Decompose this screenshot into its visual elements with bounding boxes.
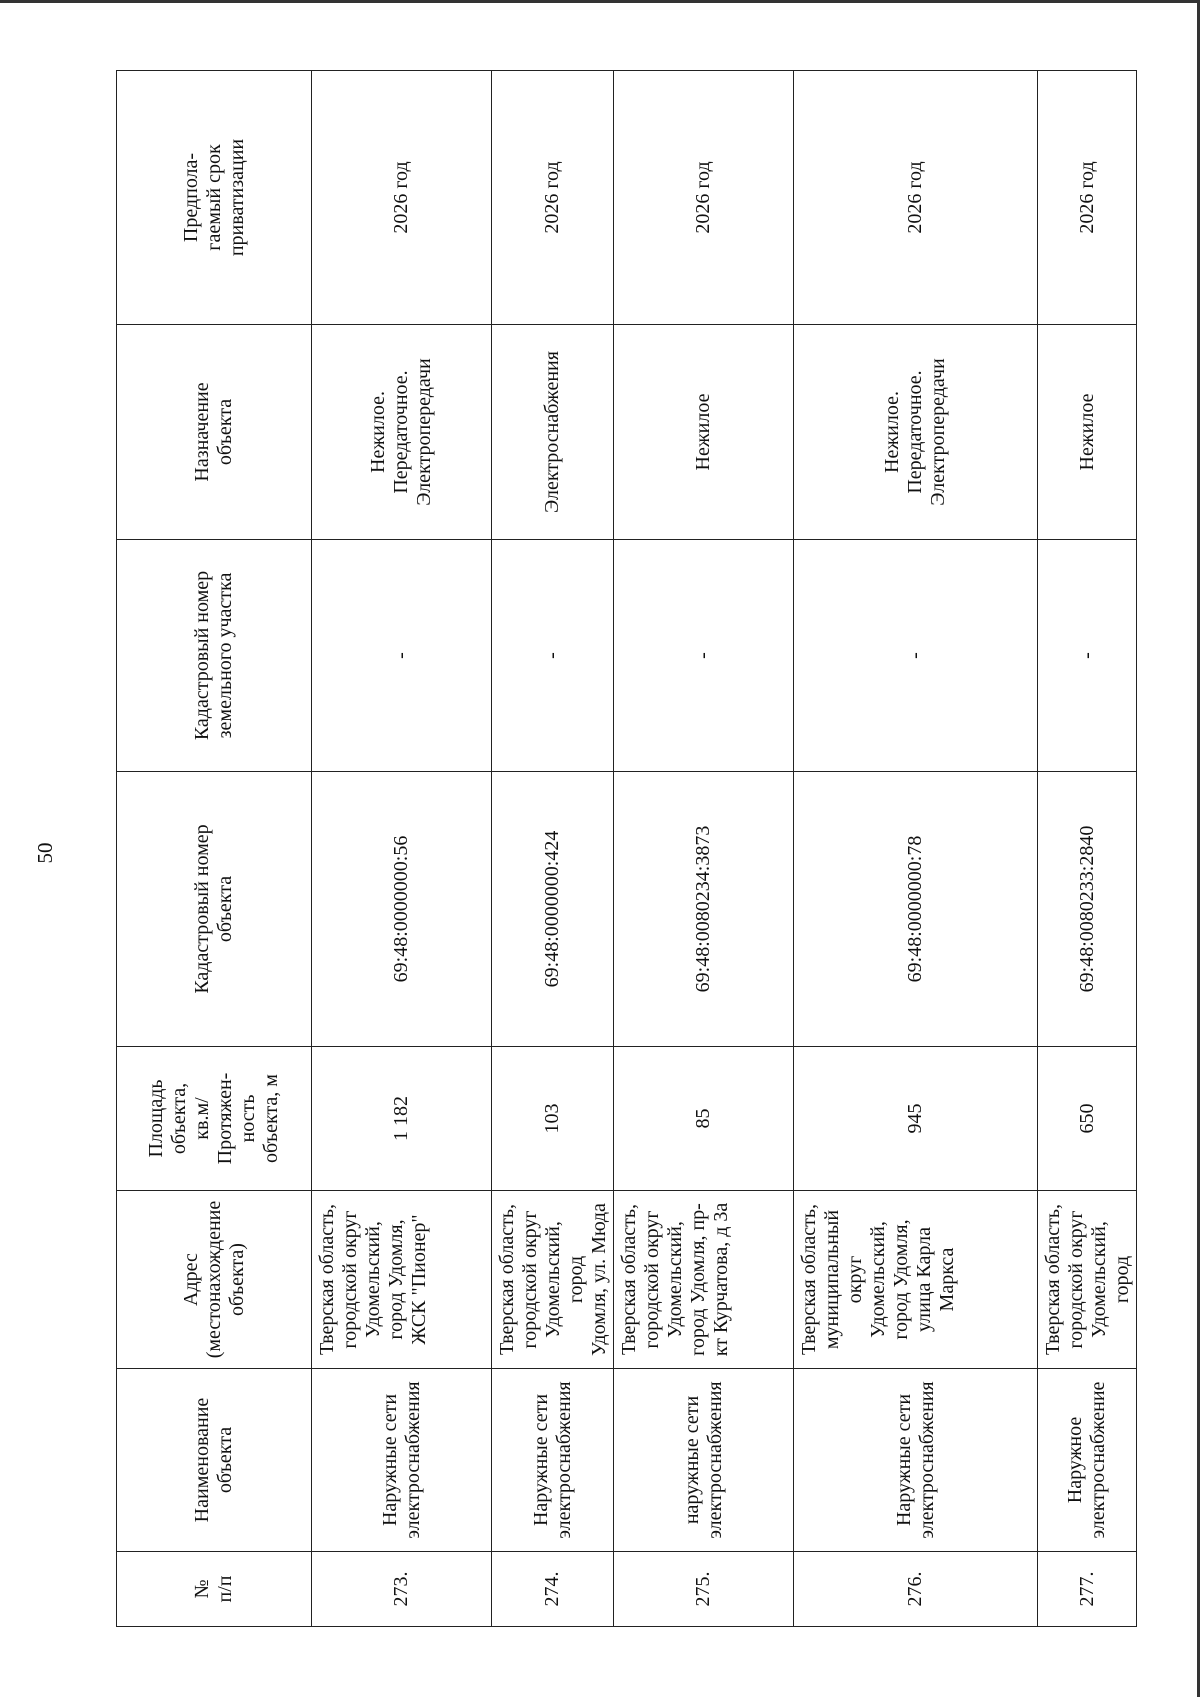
cell-cadastral-land (312, 540, 492, 772)
cell-address (794, 1191, 1038, 1369)
cell-address (492, 1191, 614, 1369)
property-table (116, 70, 1137, 1627)
cell-cadastral-land (794, 540, 1038, 772)
header-purpose-text: Назначение объекта (191, 382, 236, 482)
cell-area-text: 103 (541, 1103, 563, 1134)
cell-purpose-text: Нежилое (692, 393, 714, 471)
cell-cadastral-object (614, 772, 794, 1047)
cell-address-text: Тверская область, городской округ Удомельский, город (1042, 1203, 1133, 1356)
cell-name-text: Наружные сети электроснабжения (529, 1381, 575, 1539)
cell-area-text: 1 182 (390, 1096, 412, 1141)
cell-cadastral-land-text: - (692, 652, 714, 659)
table-row (312, 71, 492, 1627)
cell-name-text: Наружные сети электроснабжения (892, 1381, 938, 1539)
cell-address-text: Тверская область, городской округ Удомельский, город Удомля, пр- кт Курчатова, д 3а (618, 1202, 732, 1357)
cell-num-text: 276. (904, 1571, 926, 1607)
cell-area (614, 1047, 794, 1191)
cell-purpose (794, 325, 1038, 540)
cell-cadastral-object-text: 69:48:0000000:424 (541, 830, 563, 988)
header-purpose (117, 325, 312, 540)
cell-cadastral-land (1038, 540, 1137, 772)
cell-cadastral-object (1038, 772, 1137, 1047)
cell-num (614, 1552, 794, 1627)
cell-purpose-text: Нежилое. Передаточное. Электропередачи (881, 358, 949, 506)
cell-address-text: Тверская область, городской округ Удомельский, город Удомля, ЖСК "Пионер" (316, 1203, 430, 1356)
header-name (117, 1369, 312, 1552)
table-row (794, 71, 1038, 1627)
cell-area (312, 1047, 492, 1191)
cell-area-text: 85 (692, 1108, 714, 1129)
rotated-table-wrapper (116, 71, 1133, 1627)
cell-purpose (492, 325, 614, 540)
cell-area (794, 1047, 1038, 1191)
scan-border-top (0, 0, 1200, 3)
header-address (117, 1191, 312, 1369)
cell-term (794, 71, 1038, 325)
cell-num (492, 1552, 614, 1627)
cell-term-text: 2026 год (390, 161, 412, 234)
cell-address (1038, 1191, 1137, 1369)
cell-purpose-text: Нежилое. Передаточное. Электропередачи (367, 358, 435, 506)
cell-name-text: Наружное электроснабжение (1064, 1381, 1109, 1539)
cell-name (1038, 1369, 1137, 1552)
cell-area-text: 945 (904, 1103, 926, 1134)
cell-term-text: 2026 год (692, 161, 714, 234)
header-term-text: Предпола- гаемый срок приватизации (179, 138, 248, 257)
header-num-text: № п/п (191, 1575, 236, 1603)
cell-term (614, 71, 794, 325)
cell-purpose-text: Нежилое (1075, 393, 1098, 471)
header-cadastral-land (117, 540, 312, 772)
header-num (117, 1552, 312, 1627)
page-number: 50 (33, 842, 57, 864)
cell-cadastral-object (492, 772, 614, 1047)
header-name-text: Наименование объекта (191, 1397, 236, 1523)
cell-num-text: 274. (541, 1571, 563, 1607)
cell-name (794, 1369, 1038, 1552)
header-area (117, 1047, 312, 1191)
cell-term-text: 2026 год (1075, 161, 1098, 234)
cell-name-text: Наружные сети электроснабжения (378, 1381, 424, 1539)
cell-term-text: 2026 год (541, 161, 563, 234)
cell-purpose (1038, 325, 1137, 540)
cell-name (614, 1369, 794, 1552)
cell-purpose (614, 325, 794, 540)
cell-name (492, 1369, 614, 1552)
cell-cadastral-object (794, 772, 1038, 1047)
cell-area-text: 650 (1075, 1103, 1098, 1134)
cell-area (492, 1047, 614, 1191)
cell-cadastral-object-text: 69:48:0000000:56 (390, 835, 412, 983)
cell-cadastral-land-text: - (1075, 652, 1098, 659)
cell-term (312, 71, 492, 325)
cell-purpose (312, 325, 492, 540)
cell-cadastral-land (492, 540, 614, 772)
table-row (614, 71, 794, 1627)
cell-cadastral-land (614, 540, 794, 772)
table-row (492, 71, 614, 1627)
table-row (1038, 71, 1137, 1627)
cell-num-text: 275. (692, 1571, 714, 1607)
cell-cadastral-land-text: - (390, 652, 412, 659)
header-area-text: Площадь объекта, кв.м/ Протяжен- ность объекта, м (145, 1072, 282, 1165)
cell-cadastral-land-text: - (541, 652, 563, 659)
cell-cadastral-object (312, 772, 492, 1047)
header-row (117, 71, 312, 1627)
cell-purpose-text: Электроснабжения (541, 351, 563, 513)
cell-num-text: 273. (390, 1571, 412, 1607)
cell-term (1038, 71, 1137, 325)
cell-cadastral-land-text: - (904, 652, 926, 659)
cell-name (312, 1369, 492, 1552)
cell-address (614, 1191, 794, 1369)
header-cadastral-land-text: Кадастровый номер земельного участка (191, 570, 236, 741)
cell-address-text: Тверская область, муниципальный округ Удомельский, город Удомля, улица Карла Маркса (798, 1203, 958, 1356)
header-cadastral-object (117, 772, 312, 1047)
cell-num (1038, 1552, 1137, 1627)
cell-term-text: 2026 год (904, 161, 926, 234)
header-cadastral-object-text: Кадастровый номер объекта (191, 824, 236, 994)
cell-term (492, 71, 614, 325)
header-address-text: Адрес (местонахождение объекта) (179, 1200, 248, 1359)
cell-num-text: 277. (1075, 1571, 1098, 1607)
cell-num (794, 1552, 1038, 1627)
cell-area (1038, 1047, 1137, 1191)
header-term (117, 71, 312, 325)
cell-name-text: наружные сети электроснабжения (680, 1381, 726, 1539)
cell-address (312, 1191, 492, 1369)
cell-cadastral-object-text: 69:48:0080234:3873 (692, 825, 714, 993)
cell-address-text: Тверская область, городской округ Удомельский, город Удомля, ул. Мюда (496, 1203, 610, 1356)
cell-cadastral-object-text: 69:48:0080233:2840 (1075, 825, 1098, 993)
cell-cadastral-object-text: 69:48:0000000:78 (904, 835, 926, 983)
cell-num (312, 1552, 492, 1627)
